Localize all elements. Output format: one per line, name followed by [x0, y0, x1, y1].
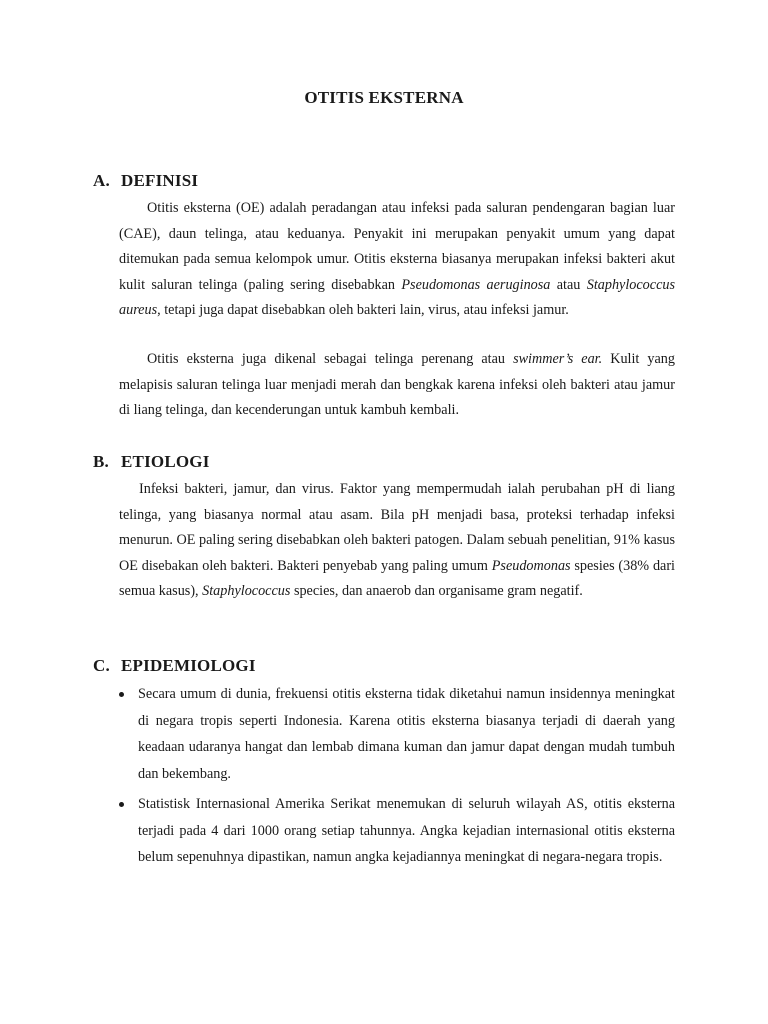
- text-run: Infeksi bakteri, jamur, dan virus. Faktor yang mempermudah ialah perubahan pH di liang telinga, yang biasanya normal atau asam. Bila pH menjadi basa, proteksi terhadap infeksi menurun. OE paling sering disebabkan oleh bakteri patogen. Dalam sebuah penelitian, 91% kasus OE disebakan oleh bakteri. Bakteri penyebab yang paling umum: [119, 481, 675, 574]
- section-title: ETIOLOGI: [121, 452, 210, 471]
- italic-text-run: Pseudomonas aeruginosa: [401, 276, 551, 293]
- paragraph-definisi-2: [119, 347, 675, 424]
- text-run: , tetapi juga dapat disebabkan oleh bakteri lain, virus, atau infeksi jamur.: [157, 302, 569, 318]
- list-item: [119, 681, 675, 787]
- text-run: atau: [550, 276, 587, 293]
- italic-text-run: Staphylococcus aureus: [119, 276, 675, 318]
- section-letter: B.: [93, 452, 109, 471]
- paragraph-definisi-1: [119, 196, 675, 324]
- list-item-text: Secara umum di dunia, frekuensi otitis eksterna tidak diketahui namun insidennya meningkat di negara tropis seperti Indonesia. Karena otitis eksterna biasanya terjadi di daerah yang keadaan udaranya hangat dan lembab dimana kuman dan jamur dapat dengan mudah tumbuh dan bekembang.: [138, 686, 675, 782]
- list-item-text: Statistisk Internasional Amerika Serikat menemukan di seluruh wilayah AS, otitis eksterna terjadi pada 4 dari 1000 orang setiap tahunnya. Angka kejadian internasional otitis eksterna belum sepenuhnya dipastikan, namun angka kejadiannya meningkat di negara-negara tropis.: [138, 796, 675, 865]
- bullet-list: [119, 681, 675, 875]
- section-heading-etiologi: [93, 452, 210, 472]
- list-item: [119, 791, 675, 871]
- section-heading-definisi: [93, 171, 198, 191]
- section-letter: A.: [93, 171, 110, 190]
- text-run: Otitis eksterna juga dikenal sebagai telinga perenang atau: [147, 351, 514, 367]
- italic-text-run: Staphylococcus: [202, 583, 291, 599]
- paragraph-etiologi: [119, 477, 675, 605]
- bullet-icon: [119, 692, 124, 697]
- italic-text-run: Pseudomonas: [491, 557, 571, 574]
- text-run: Otitis eksterna (OE) adalah peradangan atau infeksi pada saluran pendengaran bagian luar (CAE), daun telinga, atau keduanya. Penyakit ini merupakan penyakit umum yang dapat ditemukan pada semua kelompok umur. Otitis eksterna biasanya merupakan infeksi bakteri akut kulit saluran telinga (paling sering disebabkan: [119, 200, 675, 293]
- text-run: species, dan anaerob dan organisame gram negatif.: [290, 583, 583, 599]
- section-title: DEFINISI: [121, 171, 199, 190]
- italic-text-run: swimmer’s ear.: [513, 351, 603, 367]
- section-title: EPIDEMIOLOGI: [121, 656, 256, 675]
- text-run: spesies (38% dari semua kasus),: [119, 557, 676, 599]
- page-title: OTITIS EKSTERNA: [304, 88, 464, 107]
- bullet-icon: [119, 802, 124, 807]
- section-heading-epidemiologi: [93, 656, 256, 676]
- text-run: Kulit yang melapisis saluran telinga luar menjadi merah dan bengkak karena infeksi oleh bakteri atau jamur di liang telinga, dan kecenderungan untuk kambuh kembali.: [119, 351, 675, 418]
- section-letter: C.: [93, 656, 110, 675]
